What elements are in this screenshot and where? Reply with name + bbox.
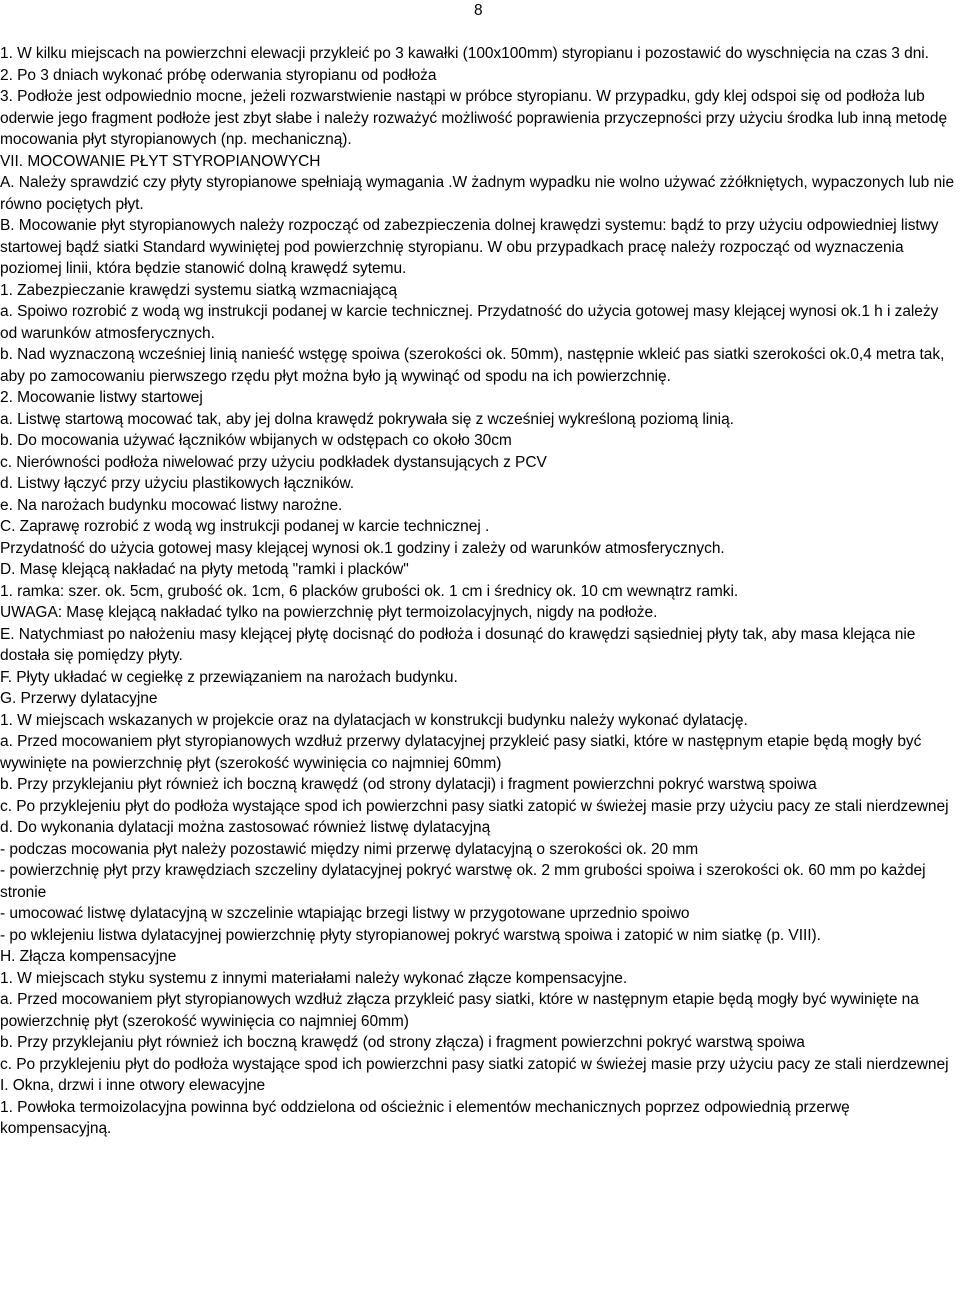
paragraph: b. Przy przyklejaniu płyt również ich boczną krawędź (od strony złącza) i fragment powierzchni pokryć warstwą spoiwa (0, 1034, 805, 1051)
paragraph: 2. Po 3 dniach wykonać próbę oderwania styropianu od podłoża (0, 66, 437, 84)
paragraph: a. Spoiwo rozrobić z wodą wg instrukcji podanej w karcie technicznej. Przydatność do użycia gotowej masy klejącej wynosi ok.1 h i zależy od warunków atmosferycznych. (0, 303, 939, 342)
section-heading: VII. MOCOWANIE PŁYT STYROPIANOWYCH (0, 152, 321, 170)
paragraph: Przydatność do użycia gotowej masy klejącej wynosi ok.1 godziny i zależy od warunków atmosferycznych. (0, 539, 725, 557)
paragraph: B. Mocowanie płyt styropianowych należy rozpocząć od zabezpieczenia dolnej krawędzi systemu: bądź to przy użyciu odpowiedniej listwy startowej bądź siatki Standard wywiniętej pod powierzchnię styropianu. W obu przypadkach pracę należy rozpocząć od wyznaczenia poziomej linii, która będzie stanowić dolną krawędź sytemu. (0, 217, 939, 277)
document-body (0, 43, 958, 1140)
paragraph: 1. W miejscach styku systemu z innymi materiałami należy wykonać złącze kompensacyjne. (0, 969, 628, 987)
paragraph: d. Listwy łączyć przy użyciu plastikowych łączników. (0, 475, 355, 492)
paragraph: 3. Podłoże jest odpowiednio mocne, jeżeli rozwarstwienie nastąpi w próbce styropianu. W przypadku, gdy klej odspoi się od podłoża lub oderwie jego fragment podłoże jest zbyt słabe i należy rozważyć możliwość poprawienia przyczepności przy użyciu środka lub inną metodę mocowania płyt styropianowych (np. mechaniczną). (0, 88, 948, 148)
paragraph: UWAGA: Masę klejącą nakładać tylko na powierzchnię płyt termoizolacyjnych, nigdy na podłoże. (0, 604, 658, 621)
paragraph: a. Przed mocowaniem płyt styropianowych wzdłuż złącza przykleić pasy siatki, które w następnym etapie będą mogły być wywinięte na powierzchnię płyt (szerokość wywinięcia co najmniej 60mm) (0, 991, 919, 1030)
paragraph: c. Po przyklejeniu płyt do podłoża wystające spod ich powierzchni pasy siatki zatopić w świeżej masie przy użyciu pacy ze stali nierdzewnej (0, 1055, 949, 1073)
subsection-heading: H. Złącza kompensacyjne (0, 948, 177, 965)
paragraph: d. Do wykonania dylatacji można zastosować również listwę dylatacyjną (0, 819, 491, 836)
subsection-heading: G. Przerwy dylatacyjne (0, 690, 158, 707)
paragraph: 1. W miejscach wskazanych w projekcie oraz na dylatacjach w konstrukcji budynku należy wykonać dylatację. (0, 711, 748, 729)
paragraph: 1. ramka: szer. ok. 5cm, grubość ok. 1cm, 6 placków grubości ok. 1 cm i średnicy ok. 10 cm wewnątrz ramki. (0, 582, 739, 600)
paragraph: c. Po przyklejeniu płyt do podłoża wystające spod ich powierzchni pasy siatki zatopić w świeżej masie przy użyciu pacy ze stali nierdzewnej (0, 797, 949, 815)
subsection-heading: 1. Zabezpieczanie krawędzi systemu siatką wzmacniającą (0, 281, 398, 299)
paragraph: a. Przed mocowaniem płyt styropianowych wzdłuż przerwy dylatacyjnej przykleić pasy siatki, które w następnym etapie będą mogły być wywinięte na powierzchnię płyt (szerokość wywinięcia co najmniej 60mm) (0, 733, 922, 772)
paragraph: 1. Powłoka termoizolacyjna powinna być oddzielona od ościeżnic i elementów mechanicznych poprzez odpowiednią przerwę kompensacyjną. (0, 1098, 850, 1137)
paragraph: c. Nierówności podłoża niwelować przy użyciu podkładek dystansujących z PCV (0, 453, 547, 471)
paragraph: D. Masę klejącą nakładać na płyty metodą "ramki i placków" (0, 561, 409, 578)
paragraph: e. Na narożach budynku mocować listwy narożne. (0, 496, 343, 514)
list-item: - umocować listwę dylatacyjną w szczelinie wtapiając brzegi listwy w przygotowane uprzednio spoiwo (0, 905, 690, 922)
paragraph: C. Zaprawę rozrobić z wodą wg instrukcji podanej w karcie technicznej . (0, 518, 490, 535)
subsection-heading: 2. Mocowanie listwy startowej (0, 389, 203, 406)
paragraph: b. Do mocowania używać łączników wbijanych w odstępach co około 30cm (0, 432, 512, 449)
paragraph: E. Natychmiast po nałożeniu masy klejącej płytę docisnąć do podłoża i dosunąć do krawędzi sąsiedniej płyty tak, aby masa klejąca nie dostała się pomiędzy płyty. (0, 625, 916, 664)
list-item: - powierzchnię płyt przy krawędziach szczeliny dylatacyjnej pokryć warstwę ok. 2 mm grubości spoiwa i szerokości ok. 60 mm po każdej stronie (0, 862, 926, 901)
paragraph: b. Przy przyklejaniu płyt również ich boczną krawędź (od strony dylatacji) i fragment powierzchni pokryć warstwą spoiwa (0, 776, 817, 793)
paragraph: a. Listwę startową mocować tak, aby jej dolna krawędź pokrywała się z wcześniej wykreśloną poziomą linią. (0, 410, 734, 428)
paragraph: F. Płyty układać w cegiełkę z przewiązaniem na narożach budynku. (0, 668, 458, 686)
list-item: - podczas mocowania płyt należy pozostawić między nimi przerwę dylatacyjną o szerokości ok. 20 mm (0, 840, 699, 858)
paragraph: A. Należy sprawdzić czy płyty styropianowe spełniają wymagania .W żadnym wypadku nie wolno używać zżółkniętych, wypaczonych lub nie równo pociętych płyt. (0, 174, 955, 213)
paragraph: 1. W kilku miejscach na powierzchni elewacji przykleić po 3 kawałki (100x100mm) styropianu i pozostawić do wyschnięcia na czas 3 dni. (0, 45, 929, 62)
paragraph: b. Nad wyznaczoną wcześniej linią nanieść wstęgę spoiwa (szerokości ok. 50mm), następnie wkleić pas siatki szerokości ok.0,4 metra tak, aby po zamocowaniu pierwszego rzędu płyt można było ją wywinąć od spodu na ich powierzchnię. (0, 346, 945, 385)
list-item: - po wklejeniu listwa dylatacyjnej powierzchnię płyty styropianowej pokryć warstwą spoiwa i zatopić w nim siatkę (p. VIII). (0, 926, 821, 944)
page-number: 8 (474, 2, 483, 19)
subsection-heading: I. Okna, drzwi i inne otwory elewacyjne (0, 1077, 266, 1094)
